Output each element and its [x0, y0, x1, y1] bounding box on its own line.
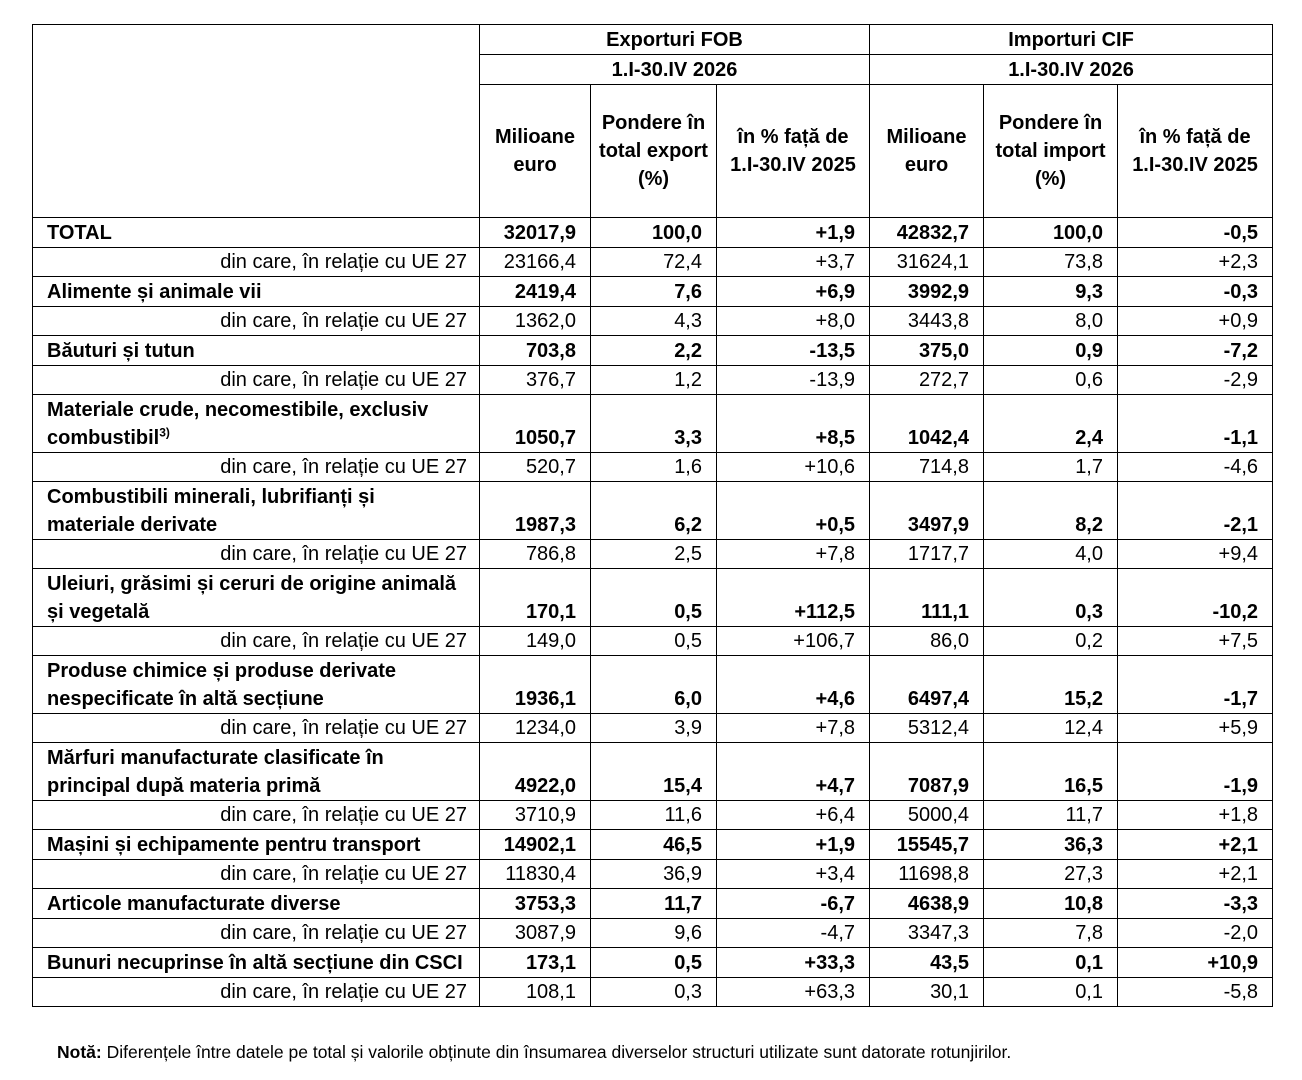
category-name-line2: nespecificate în altă secțiune [47, 687, 324, 710]
eu27-import-change-cell: -4,6 [1118, 453, 1273, 482]
export-share-cell: 46,5 [591, 830, 717, 860]
eu27-import-share-cell: 1,7 [984, 453, 1118, 482]
category-row [33, 948, 1273, 978]
export-share-cell: 100,0 [591, 218, 717, 248]
category-name-text: TOTAL [47, 221, 112, 244]
import-share-cell: 10,8 [984, 889, 1118, 919]
eu27-subrow [33, 307, 1273, 336]
eu27-import-value-cell: 5000,4 [870, 801, 984, 830]
eu27-import-value-cell: 30,1 [870, 978, 984, 1007]
eu27-label: din care, în relație cu UE 27 [33, 307, 480, 336]
eu27-export-value-cell: 3087,9 [480, 919, 591, 948]
export-share-header: Pondere în total export (%) [591, 85, 717, 218]
category-name-line2: combustibil [47, 426, 160, 449]
export-change-cell: +4,7 [717, 743, 870, 801]
import-value-cell: 1042,4 [870, 395, 984, 453]
category-row [33, 830, 1273, 860]
export-value-cell: 1936,1 [480, 656, 591, 714]
import-share-cell: 8,2 [984, 482, 1118, 540]
category-name [33, 395, 480, 453]
eu27-import-value-cell: 1717,7 [870, 540, 984, 569]
eu27-label: din care, în relație cu UE 27 [33, 801, 480, 830]
export-value-cell: 170,1 [480, 569, 591, 627]
category-row [33, 336, 1273, 366]
import-value-cell: 111,1 [870, 569, 984, 627]
eu27-export-change-cell: +7,8 [717, 714, 870, 743]
category-name [33, 482, 480, 540]
eu27-import-share-cell: 0,6 [984, 366, 1118, 395]
eu27-export-value-cell: 1234,0 [480, 714, 591, 743]
export-change-cell: -6,7 [717, 889, 870, 919]
export-change-cell: +6,9 [717, 277, 870, 307]
export-value-cell: 1050,7 [480, 395, 591, 453]
eu27-import-change-cell: -2,0 [1118, 919, 1273, 948]
import-value-cell: 4638,9 [870, 889, 984, 919]
export-value-cell: 14902,1 [480, 830, 591, 860]
eu27-label: din care, în relație cu UE 27 [33, 366, 480, 395]
eu27-subrow [33, 860, 1273, 889]
category-name-line2: principal după materia primă [47, 774, 321, 797]
import-change-cell: -1,7 [1118, 656, 1273, 714]
eu27-export-value-cell: 376,7 [480, 366, 591, 395]
export-value-cell: 1987,3 [480, 482, 591, 540]
import-change-cell: -7,2 [1118, 336, 1273, 366]
eu27-export-share-cell: 2,5 [591, 540, 717, 569]
category-name [33, 656, 480, 714]
category-row [33, 569, 1273, 627]
category-name-text: Articole manufacturate diverse [47, 892, 341, 915]
import-value-header: Milioane euro [870, 85, 984, 218]
export-share-cell: 0,5 [591, 948, 717, 978]
eu27-export-share-cell: 9,6 [591, 919, 717, 948]
eu27-export-change-cell: -13,9 [717, 366, 870, 395]
eu27-import-change-cell: -2,9 [1118, 366, 1273, 395]
category-name [33, 277, 480, 307]
export-value-cell: 3753,3 [480, 889, 591, 919]
eu27-export-change-cell: +3,4 [717, 860, 870, 889]
category-row [33, 743, 1273, 801]
import-change-cell: +10,9 [1118, 948, 1273, 978]
export-value-cell: 32017,9 [480, 218, 591, 248]
category-name-text: Mașini și echipamente pentru transport [47, 833, 421, 856]
import-change-cell: -0,3 [1118, 277, 1273, 307]
header-blank-cell [33, 25, 480, 218]
export-share-cell: 6,2 [591, 482, 717, 540]
exports-group-header: Exporturi FOB [480, 25, 870, 55]
export-share-cell: 15,4 [591, 743, 717, 801]
category-name [33, 830, 480, 860]
eu27-subrow [33, 801, 1273, 830]
category-name-text: Băuturi și tutun [47, 339, 195, 362]
category-name [33, 569, 480, 627]
category-name [33, 889, 480, 919]
export-value-cell: 173,1 [480, 948, 591, 978]
eu27-export-change-cell: +6,4 [717, 801, 870, 830]
eu27-label: din care, în relație cu UE 27 [33, 248, 480, 277]
import-change-cell: -0,5 [1118, 218, 1273, 248]
eu27-label: din care, în relație cu UE 27 [33, 860, 480, 889]
eu27-export-share-cell: 0,5 [591, 627, 717, 656]
import-change-cell: +2,1 [1118, 830, 1273, 860]
table-body [33, 218, 1273, 1007]
import-value-cell: 15545,7 [870, 830, 984, 860]
eu27-import-value-cell: 714,8 [870, 453, 984, 482]
import-share-cell: 9,3 [984, 277, 1118, 307]
export-share-cell: 11,7 [591, 889, 717, 919]
export-share-cell: 0,5 [591, 569, 717, 627]
eu27-subrow [33, 540, 1273, 569]
import-share-cell: 100,0 [984, 218, 1118, 248]
note-text: Diferențele între datele pe total și valorile obținute din însumarea diverselor structuri utilizate sunt datorate rotunjirilor. [106, 1042, 1012, 1062]
eu27-subrow [33, 248, 1273, 277]
import-share-header: Pondere în total import (%) [984, 85, 1118, 218]
import-share-cell: 15,2 [984, 656, 1118, 714]
export-value-cell: 703,8 [480, 336, 591, 366]
export-share-cell: 2,2 [591, 336, 717, 366]
eu27-subrow [33, 978, 1273, 1007]
category-name [33, 218, 480, 248]
eu27-import-share-cell: 11,7 [984, 801, 1118, 830]
import-share-cell: 0,3 [984, 569, 1118, 627]
export-value-cell: 4922,0 [480, 743, 591, 801]
category-name-line1: Mărfuri manufacturate clasificate în [47, 746, 384, 769]
eu27-export-value-cell: 786,8 [480, 540, 591, 569]
eu27-import-value-cell: 272,7 [870, 366, 984, 395]
eu27-export-share-cell: 3,9 [591, 714, 717, 743]
eu27-import-value-cell: 86,0 [870, 627, 984, 656]
eu27-export-value-cell: 1362,0 [480, 307, 591, 336]
import-change-cell: -3,3 [1118, 889, 1273, 919]
eu27-import-value-cell: 11698,8 [870, 860, 984, 889]
eu27-import-value-cell: 31624,1 [870, 248, 984, 277]
export-change-header: în % față de 1.I-30.IV 2025 [717, 85, 870, 218]
import-share-cell: 16,5 [984, 743, 1118, 801]
imports-group-header: Importuri CIF [870, 25, 1273, 55]
eu27-label: din care, în relație cu UE 27 [33, 540, 480, 569]
eu27-import-change-cell: +7,5 [1118, 627, 1273, 656]
import-value-cell: 375,0 [870, 336, 984, 366]
eu27-subrow [33, 714, 1273, 743]
eu27-subrow [33, 366, 1273, 395]
eu27-export-change-cell: +8,0 [717, 307, 870, 336]
eu27-export-value-cell: 3710,9 [480, 801, 591, 830]
eu27-export-share-cell: 1,6 [591, 453, 717, 482]
import-value-cell: 3992,9 [870, 277, 984, 307]
category-row [33, 218, 1273, 248]
export-share-cell: 6,0 [591, 656, 717, 714]
eu27-import-change-cell: +2,1 [1118, 860, 1273, 889]
eu27-export-share-cell: 0,3 [591, 978, 717, 1007]
export-change-cell: -13,5 [717, 336, 870, 366]
eu27-import-change-cell: +9,4 [1118, 540, 1273, 569]
eu27-subrow [33, 453, 1273, 482]
eu27-import-change-cell: -5,8 [1118, 978, 1273, 1007]
import-value-cell: 7087,9 [870, 743, 984, 801]
note-label: Notă: [57, 1042, 102, 1062]
eu27-import-share-cell: 73,8 [984, 248, 1118, 277]
category-name-text: Alimente și animale vii [47, 280, 262, 303]
category-row [33, 277, 1273, 307]
export-change-cell: +1,9 [717, 218, 870, 248]
category-name [33, 336, 480, 366]
eu27-import-change-cell: +5,9 [1118, 714, 1273, 743]
eu27-import-share-cell: 8,0 [984, 307, 1118, 336]
category-row [33, 482, 1273, 540]
eu27-label: din care, în relație cu UE 27 [33, 453, 480, 482]
eu27-import-value-cell: 3443,8 [870, 307, 984, 336]
category-row [33, 656, 1273, 714]
export-share-cell: 7,6 [591, 277, 717, 307]
import-value-cell: 42832,7 [870, 218, 984, 248]
eu27-export-value-cell: 23166,4 [480, 248, 591, 277]
eu27-export-value-cell: 11830,4 [480, 860, 591, 889]
exports-period-header: 1.I-30.IV 2026 [480, 55, 870, 85]
footnote [57, 1042, 1011, 1063]
eu27-label: din care, în relație cu UE 27 [33, 714, 480, 743]
eu27-import-change-cell: +0,9 [1118, 307, 1273, 336]
category-name-line1: Materiale crude, necomestibile, exclusiv [47, 398, 429, 421]
eu27-label: din care, în relație cu UE 27 [33, 978, 480, 1007]
eu27-export-value-cell: 149,0 [480, 627, 591, 656]
import-share-cell: 0,1 [984, 948, 1118, 978]
eu27-import-value-cell: 3347,3 [870, 919, 984, 948]
export-change-cell: +112,5 [717, 569, 870, 627]
export-change-cell: +1,9 [717, 830, 870, 860]
eu27-export-share-cell: 4,3 [591, 307, 717, 336]
export-change-cell: +33,3 [717, 948, 870, 978]
eu27-import-share-cell: 0,2 [984, 627, 1118, 656]
eu27-import-share-cell: 4,0 [984, 540, 1118, 569]
trade-table [32, 24, 1273, 1007]
category-name-line1: Produse chimice și produse derivate [47, 659, 397, 682]
category-name-text: Bunuri necuprinse în altă secțiune din CSCI [47, 951, 463, 974]
eu27-import-value-cell: 5312,4 [870, 714, 984, 743]
eu27-import-share-cell: 12,4 [984, 714, 1118, 743]
footnote-marker: 3) [159, 424, 170, 439]
import-share-cell: 0,9 [984, 336, 1118, 366]
category-name-line1: Uleiuri, grăsimi și ceruri de origine animală [47, 572, 457, 595]
export-change-cell: +8,5 [717, 395, 870, 453]
eu27-export-share-cell: 72,4 [591, 248, 717, 277]
category-name-line2: materiale derivate [47, 513, 218, 536]
eu27-subrow [33, 627, 1273, 656]
eu27-export-value-cell: 520,7 [480, 453, 591, 482]
export-change-cell: +0,5 [717, 482, 870, 540]
eu27-export-change-cell: +3,7 [717, 248, 870, 277]
eu27-export-change-cell: +63,3 [717, 978, 870, 1007]
export-change-cell: +4,6 [717, 656, 870, 714]
export-value-cell: 2419,4 [480, 277, 591, 307]
eu27-export-share-cell: 11,6 [591, 801, 717, 830]
export-share-cell: 3,3 [591, 395, 717, 453]
import-change-cell: -1,9 [1118, 743, 1273, 801]
category-name-line1: Combustibili minerali, lubrifianți și [47, 485, 375, 508]
eu27-import-change-cell: +2,3 [1118, 248, 1273, 277]
import-share-cell: 36,3 [984, 830, 1118, 860]
eu27-label: din care, în relație cu UE 27 [33, 627, 480, 656]
export-value-header: Milioane euro [480, 85, 591, 218]
eu27-export-share-cell: 1,2 [591, 366, 717, 395]
eu27-import-change-cell: +1,8 [1118, 801, 1273, 830]
import-change-cell: -1,1 [1118, 395, 1273, 453]
eu27-export-change-cell: +106,7 [717, 627, 870, 656]
eu27-export-value-cell: 108,1 [480, 978, 591, 1007]
category-row [33, 889, 1273, 919]
eu27-export-change-cell: -4,7 [717, 919, 870, 948]
import-value-cell: 43,5 [870, 948, 984, 978]
import-value-cell: 3497,9 [870, 482, 984, 540]
eu27-import-share-cell: 27,3 [984, 860, 1118, 889]
import-share-cell: 2,4 [984, 395, 1118, 453]
category-name [33, 743, 480, 801]
import-value-cell: 6497,4 [870, 656, 984, 714]
category-name [33, 948, 480, 978]
eu27-label: din care, în relație cu UE 27 [33, 919, 480, 948]
eu27-import-share-cell: 0,1 [984, 978, 1118, 1007]
imports-period-header: 1.I-30.IV 2026 [870, 55, 1273, 85]
import-change-cell: -2,1 [1118, 482, 1273, 540]
import-change-header: în % față de 1.I-30.IV 2025 [1118, 85, 1273, 218]
import-change-cell: -10,2 [1118, 569, 1273, 627]
category-name-line2: și vegetală [47, 600, 150, 623]
eu27-subrow [33, 919, 1273, 948]
eu27-import-share-cell: 7,8 [984, 919, 1118, 948]
eu27-export-change-cell: +7,8 [717, 540, 870, 569]
eu27-export-share-cell: 36,9 [591, 860, 717, 889]
category-row [33, 395, 1273, 453]
eu27-export-change-cell: +10,6 [717, 453, 870, 482]
